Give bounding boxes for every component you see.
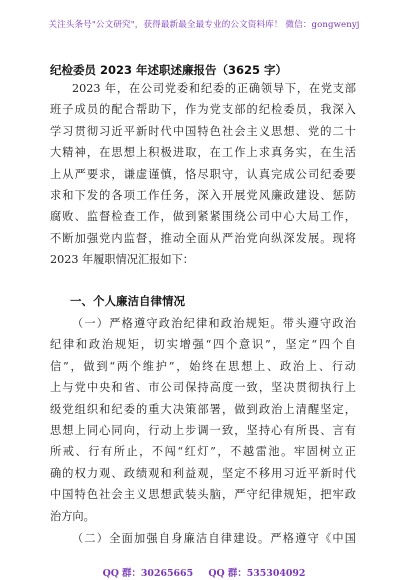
- intro-line: 上从严要求，谦虚谨慎，恪尽职守，认真完成公司纪委要: [50, 167, 356, 181]
- intro-line: 腐败、监督检查工作，做到紧紧围绕公司中心大局工作，: [50, 210, 356, 224]
- para2-line: （二）全面加强自身廉洁自律建设。严格遵守《中国: [72, 532, 356, 545]
- qq-footer: [0, 565, 408, 579]
- intro-line: 不断加强党内监督，推动全面从严治党向纵深发展。现将: [50, 231, 356, 245]
- para1-line: 上与党中央和省、市公司保持高度一致，坚决贯彻执行上: [50, 381, 356, 395]
- para1-line: 确的权力观、政绩观和利益观，坚定不移用习近平新时代: [50, 466, 356, 480]
- para1-line: 级党组织和纪委的重大决策部署，做到政治上清醒坚定，: [50, 402, 356, 416]
- intro-line: 求和下发的各项工作任务，深入开展党风廉政建设、惩防: [50, 188, 356, 202]
- para1-line: 所戒、行有所止，不闯“红灯”，不越雷池。牢固树立正: [50, 445, 356, 459]
- para1-line: 信”，做到“两个维护”，始终在思想上、政治上、行动: [50, 359, 356, 373]
- intro-line: 2023 年履职情况汇报如下：: [50, 253, 194, 267]
- para1-line: 思想上同心同向，行动上步调一致，坚持心有所畏、言有: [50, 423, 356, 437]
- intro-line: 学习贯彻习近平新时代中国特色社会主义思想、党的二十: [50, 124, 356, 138]
- promo-header: 关注头条号"公文研究"，获得最新最全最专业的公文资料库！ 微信：gongwenyj: [48, 20, 360, 30]
- para1-line: 纪律和政治规矩，切实增强“四个意识”，坚定“四个自: [50, 338, 356, 352]
- para1-line: 治方向。: [50, 509, 95, 523]
- section1-paragraph: [50, 313, 356, 527]
- intro-line: 2023 年，在公司党委和纪委的正确领导下，在党支部: [72, 82, 356, 95]
- para1-line: 中国特色社会主义思想武装头脑，严守纪律规矩，把牢政: [50, 488, 356, 502]
- document-title: 纪检委员 2023 年述职述廉报告（3625 字）: [50, 63, 288, 77]
- intro-line: 大精神，在思想上积极进取，在工作上求真务实，在生活: [50, 146, 356, 160]
- qq-group-1: QQ 群：30265665: [102, 568, 194, 579]
- intro-paragraph: [50, 78, 356, 271]
- qq-group-2: QQ 群：535304092: [208, 568, 306, 579]
- intro-line: 班子成员的配合帮助下，作为党支部的纪检委员，我深入: [50, 103, 356, 117]
- para1-line: （一）严格遵守政治纪律和政治规矩。带头遵守政治: [72, 317, 356, 330]
- section2-paragraph: [50, 528, 356, 549]
- section-heading: 一、个人廉洁自律情况: [70, 294, 185, 308]
